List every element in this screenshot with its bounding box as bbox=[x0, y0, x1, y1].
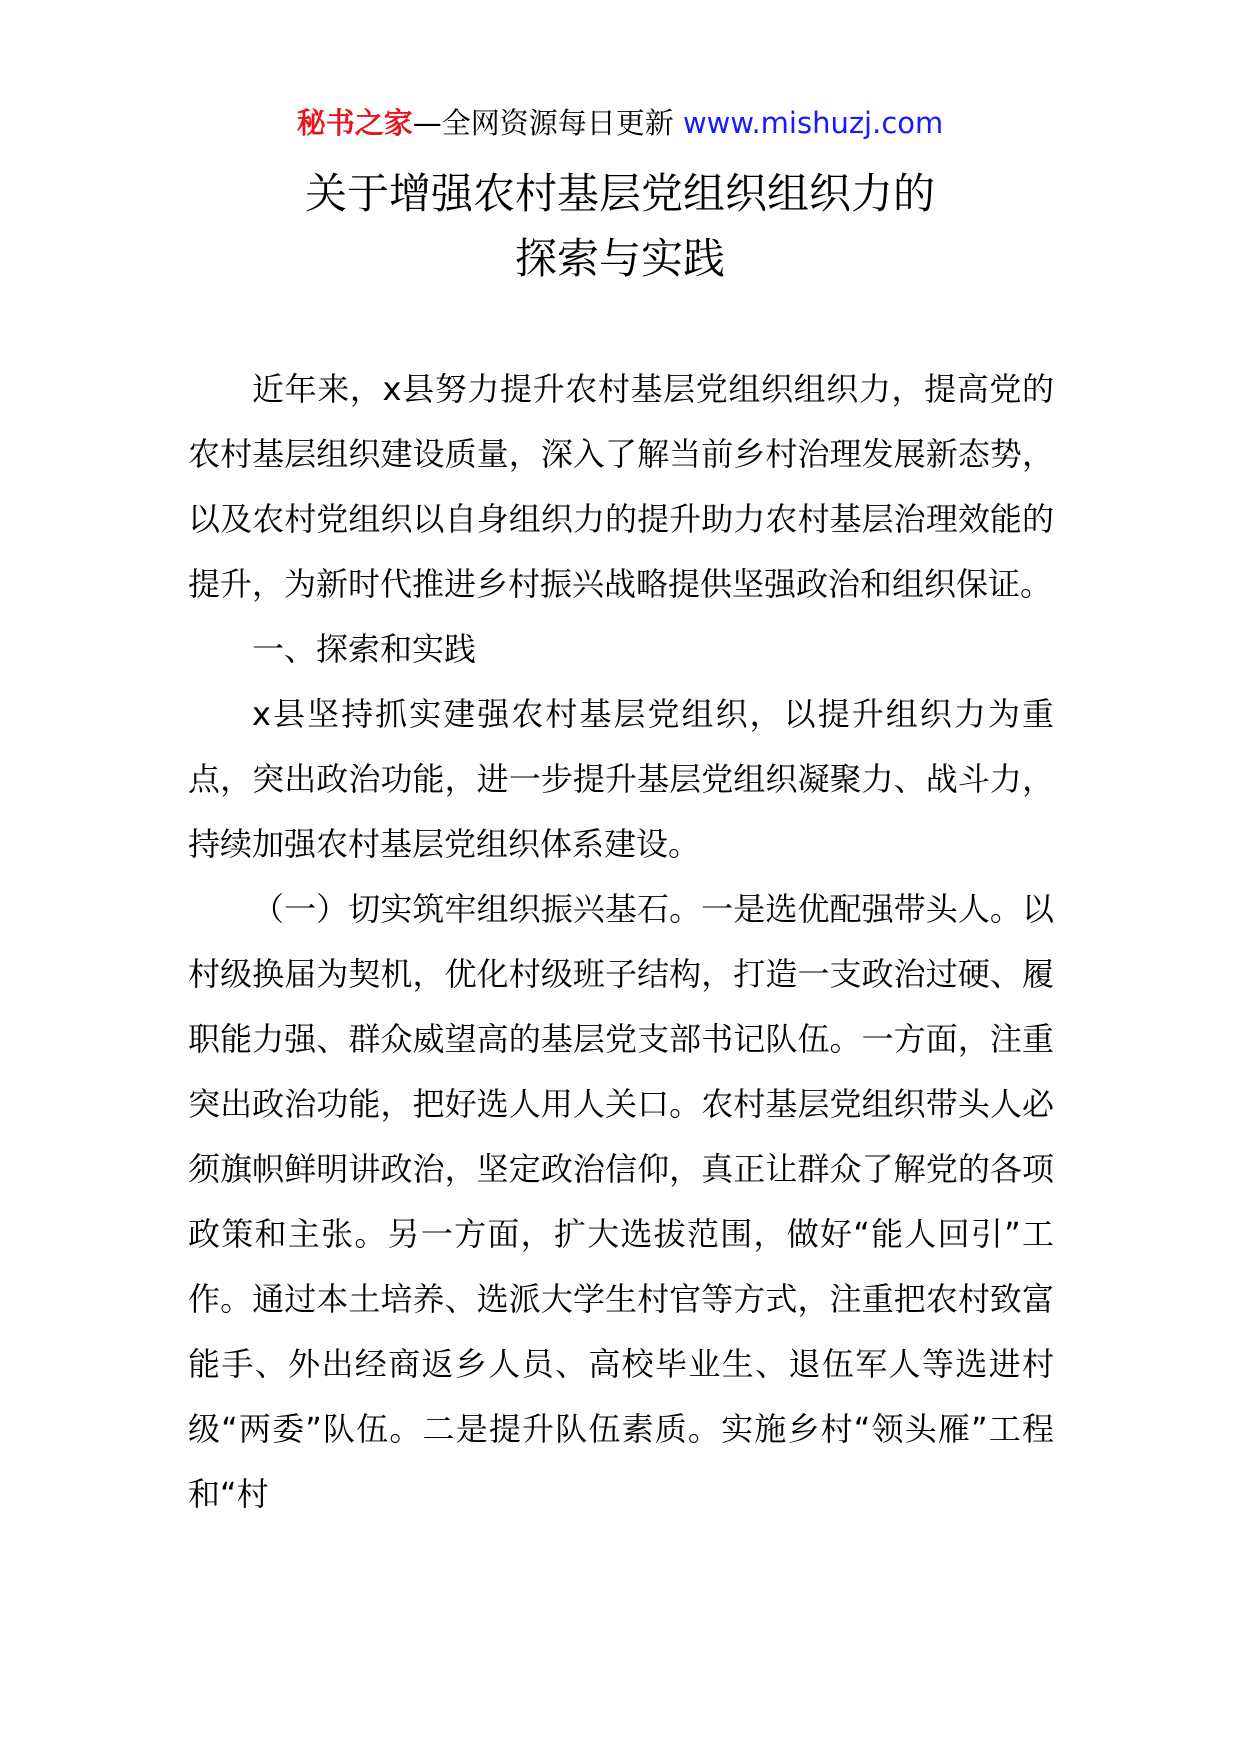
brand-name: 秘书之家 bbox=[296, 106, 413, 140]
site-banner bbox=[0, 103, 1240, 143]
paragraph-section-summary: x县坚持抓实建强农村基层党组织，以提升组织力为重点，突出政治功能，进一步提升基层党组织凝聚力、战斗力，持续加强农村基层党组织体系建设。 bbox=[188, 695, 1054, 863]
site-url-link[interactable]: www.mishuzj.com bbox=[682, 106, 944, 140]
document-body bbox=[188, 357, 1054, 1527]
section-heading: 一、探索和实践 bbox=[252, 630, 477, 668]
paragraph-intro: 近年来，x县努力提升农村基层党组织组织力，提高党的农村基层组织建设质量，深入了解当前乡村治理发展新态势，以及农村党组织以自身组织力的提升助力农村基层治理效能的提升，为新时代推进乡村振兴战略提供坚强政治和组织保证。 bbox=[188, 370, 1054, 603]
banner-slogan: 全网资源每日更新 bbox=[441, 106, 674, 140]
paragraph-subsection-1: （一）切实筑牢组织振兴基石。一是选优配强带头人。以村级换届为契机，优化村级班子结构，打造一支政治过硬、履职能力强、群众威望高的基层党支部书记队伍。一方面，注重突出政治功能，把好选人用人关口。农村基层党组织带头人必须旗帜鲜明讲政治，坚定政治信仰，真正让群众了解党的各项政策和主张。另一方面，扩大选拔范围，做好“能人回引”工作。通过本土培养、选派大学生村官等方式，注重把农村致富能手、外出经商返乡人员、高校毕业生、退伍军人等选进村级“两委”队伍。二是提升队伍素质。实施乡村“领头雁”工程和“村 bbox=[188, 890, 1054, 1513]
document-title-line-1: 关于增强农村基层党组织组织力的 bbox=[304, 169, 935, 218]
banner-dash: — bbox=[412, 106, 442, 140]
document-title-line-2: 探索与实践 bbox=[514, 234, 725, 283]
